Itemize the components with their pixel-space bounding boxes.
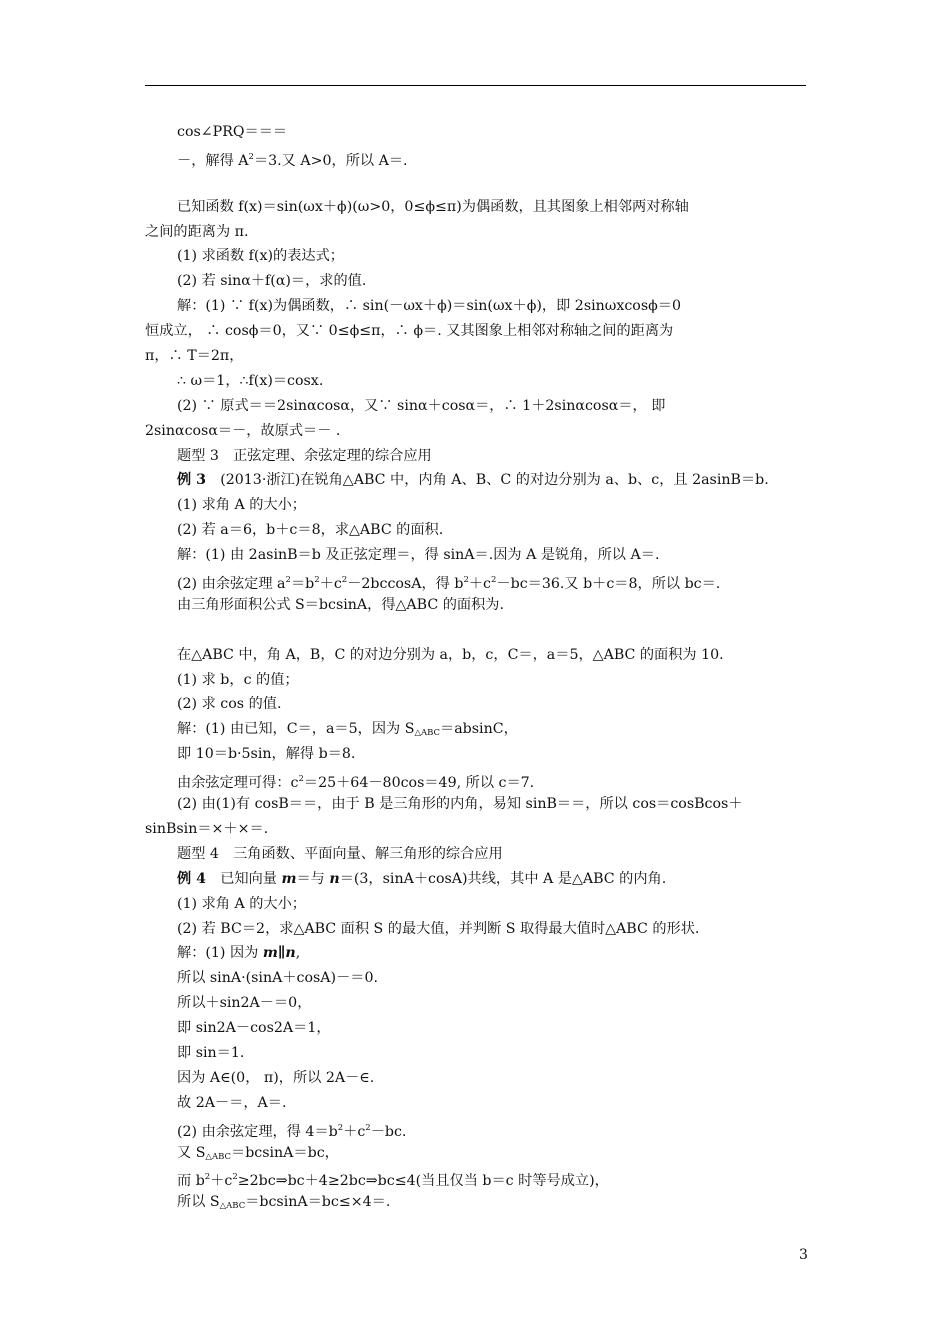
solution-line: sinBsin＝×＋×＝. (145, 820, 269, 837)
solution-line: 恒成立， ∴ cosϕ＝0，又∵ 0≤ϕ≤π，∴ ϕ＝. 又其图象上相邻对称轴之间的距离为 (145, 323, 674, 340)
solution-line: 即 sin＝1. (177, 1044, 245, 1061)
solution-line: (2) ∵ 原式＝＝2sinαcosα，又∵ sinα＋cosα＝，∴ 1＋2sinαcosα＝， 即 (177, 397, 666, 414)
vector-m: m (281, 870, 297, 887)
solution-line: 解：(1) ∵ f(x)为偶函数，∴ sin(－ωx＋ϕ)＝sin(ωx＋ϕ)，即 2sinωxcosϕ＝0 (177, 298, 682, 315)
solution-line: 所以＋sin2A－＝0， (177, 995, 312, 1012)
example-label: 例 4 (177, 870, 206, 887)
solution-line: ∴ ω＝1，∴f(x)＝cosx. (177, 372, 324, 389)
page-number: 3 (799, 1247, 808, 1263)
example-statement: 例 3 (2013·浙江)在锐角△ABC 中，内角 A、B、C 的对边分别为 a、b、c，且 2asinB＝b. (177, 472, 769, 489)
solution-line: 解：(1) 由 2asinB＝b 及正弦定理＝，得 sinA＝.因为 A 是锐角，所以 A＝. (177, 547, 660, 564)
header-rule (145, 85, 806, 86)
text-line: cos∠PRQ＝＝＝ (177, 124, 288, 140)
section-heading: 题型 3 正弦定理、余弦定理的综合应用 (177, 447, 432, 464)
document-body (145, 120, 807, 1215)
spacer (145, 618, 807, 643)
question-item: (1) 求角 A 的大小； (177, 497, 306, 514)
problem-statement: 已知函数 f(x)＝sin(ωx＋ϕ)(ω>0，0≤ϕ≤π)为偶函数，且其图象上相邻两对称轴 (177, 198, 689, 215)
solution-line: 由三角形面积公式 S＝bcsinA，得△ABC 的面积为. (177, 596, 504, 613)
solution-line: (2) 由余弦定理，得 $4=b^2+c^2-bc$. (177, 1122, 407, 1140)
solution-line: 由余弦定理可得：$c^2=25+64-80\cos=49$, 所以 c＝7. (177, 774, 535, 792)
solution-line: 即 sin2A－cos2A＝1， (177, 1020, 331, 1037)
solution-line: 因为 A∈(0， π)，所以 2A－∈. (177, 1069, 375, 1086)
problem-statement: 之间的距离为 π. (145, 223, 249, 240)
solution-line: 2sinαcosα＝－，故原式＝－ . (145, 422, 341, 439)
solution-line: 即 10＝b·5sin，解得 b＝8. (177, 746, 356, 763)
solution-line: 故 2A－＝，A＝. (177, 1094, 287, 1111)
solution-line: 又 $S_{\triangle ABC}=bcsinA=bc$， (177, 1144, 339, 1162)
solution-line: π，∴ T＝2π， (145, 348, 244, 365)
solution-line: 解：(1) 因为 m∥n, (177, 945, 301, 962)
solution-line: 所以 sinA·(sinA＋cosA)－＝0. (177, 970, 378, 987)
solution-line: 而 $b^2+c^2\ge 2bc\Rightarrow bc+4\ge 2bc\Rightarrow bc\le 4$(当且仅当 b＝c 时等号成立)， (177, 1172, 609, 1190)
example-statement: 例 4 已知向量 m＝与 n＝(3，sinA＋cosA)共线，其中 A 是△ABC 的内角. (177, 870, 667, 887)
question-item: (2) 求 cos 的值. (177, 696, 282, 713)
question-item: (2) 若 BC＝2，求△ABC 面积 S 的最大值，并判断 S 取得最大值时△ABC 的形状. (177, 920, 700, 937)
vector-n: n (329, 870, 340, 887)
example-label: 例 3 (177, 472, 206, 489)
question-item: (1) 求角 A 的大小； (177, 895, 306, 912)
text-line: －，解得 $A^2=3$.又 A>0，所以 A＝. (177, 151, 408, 169)
question-item: (2) 若 sinα＋f(α)＝，求的值. (177, 273, 367, 290)
question-item: (2) 若 a＝6，b＋c＝8，求△ABC 的面积. (177, 522, 444, 539)
solution-line: 所以 $S_{\triangle ABC}=bcsinA=bc\le\times 4=$. (177, 1194, 391, 1212)
solution-line: (2) 由(1)有 cosB＝＝，由于 B 是三角形的内角，易知 sinB＝＝，所以 cos＝cosBcos＋ (177, 796, 743, 813)
question-item: (1) 求 b，c 的值； (177, 671, 299, 688)
question-item: (1) 求函数 f(x)的表达式； (177, 248, 344, 265)
solution-line: (2) 由余弦定理 $a^2=b^2+c^2-2bccosA$，得 $b^2+c^2-bc=36$.又 b＋c＝8，所以 bc＝. (177, 575, 721, 593)
solution-line: 解：(1) 由已知，C＝，a＝5，因为 $S_{\triangle ABC}=absinC$， (177, 721, 518, 739)
spacer (145, 170, 807, 195)
problem-statement: 在△ABC 中，角 A，B，C 的对边分别为 a，b，c，C＝，a＝5，△ABC 的面积为 10. (177, 646, 724, 663)
section-heading: 题型 4 三角函数、平面向量、解三角形的综合应用 (177, 845, 503, 862)
